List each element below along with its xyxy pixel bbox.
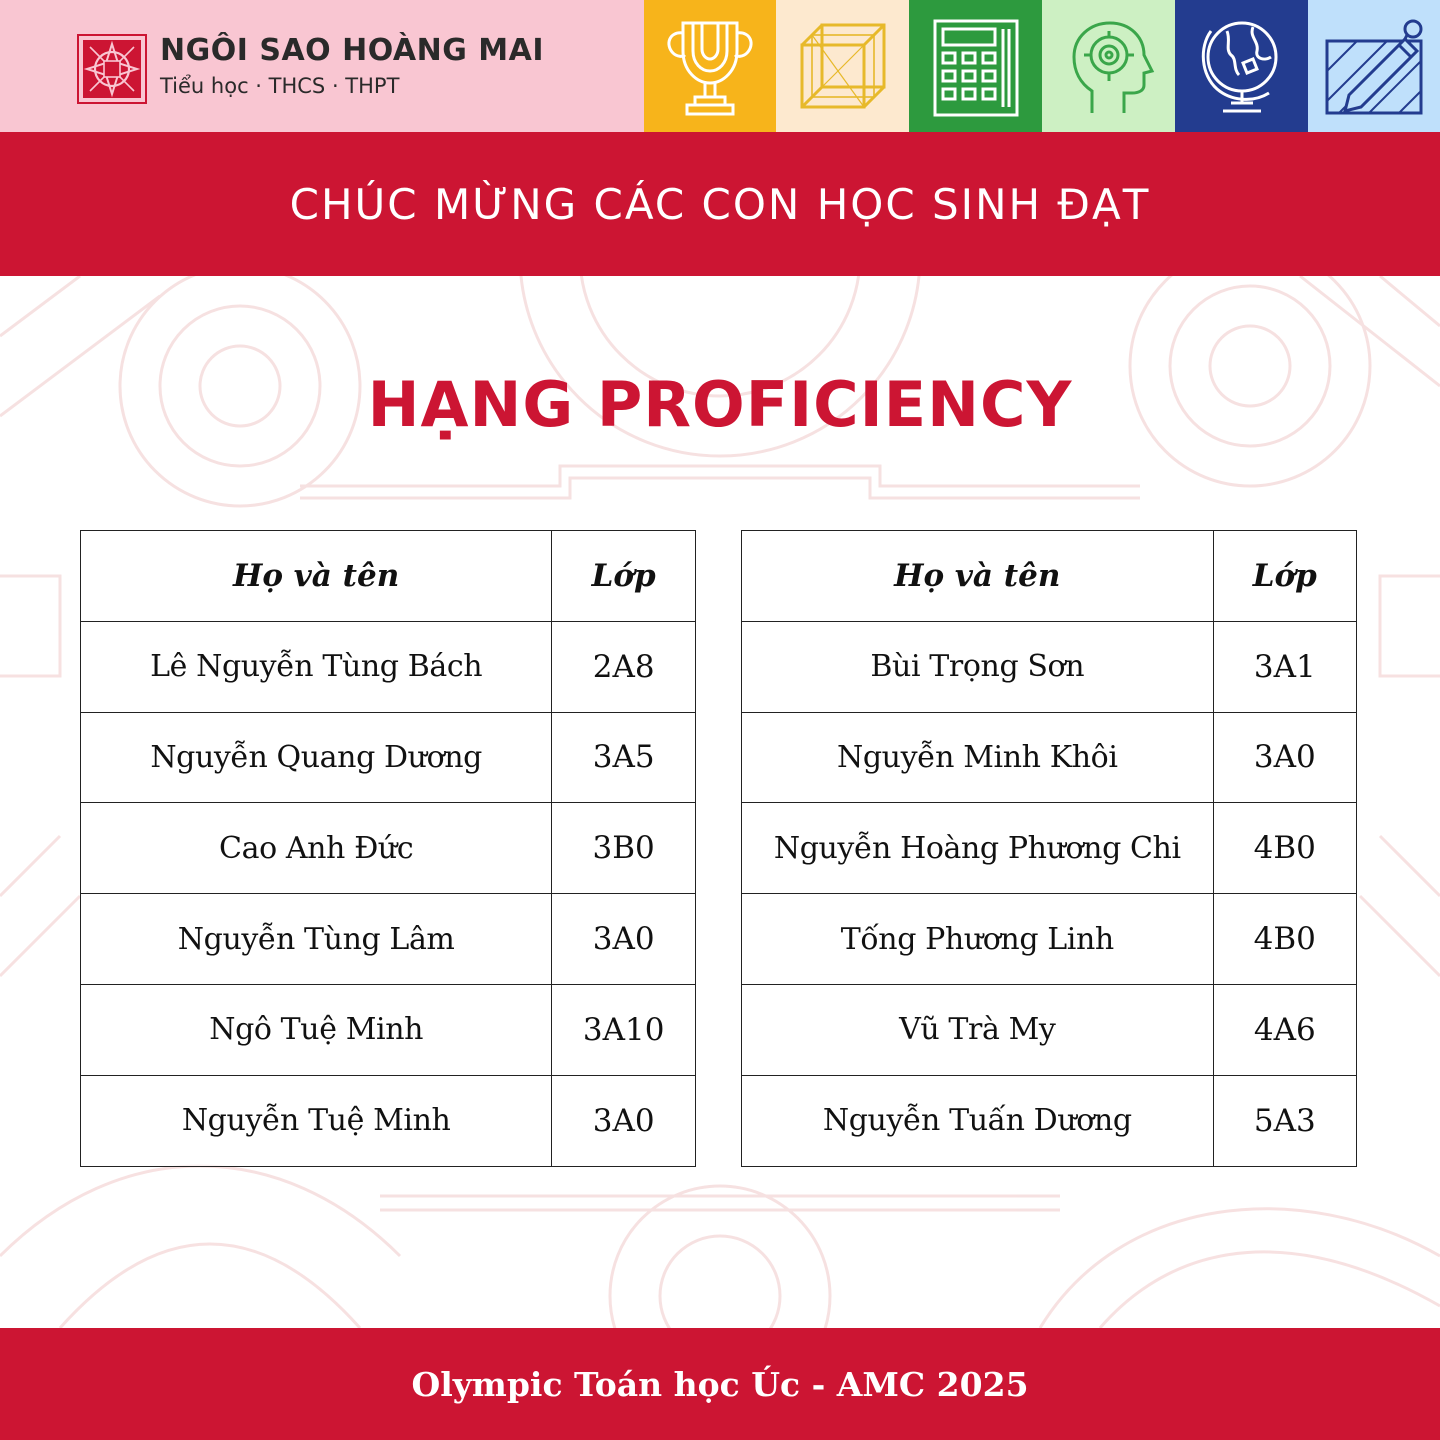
- student-name: Bùi Trọng Sơn: [742, 621, 1214, 712]
- student-class: 4A6: [1213, 984, 1356, 1075]
- column-header-class: Lớp: [552, 531, 696, 622]
- brand-subtitle: Tiểu học · THCS · THPT: [160, 74, 400, 98]
- table-row: [742, 984, 1357, 1075]
- column-header-class: Lớp: [1213, 531, 1356, 622]
- student-name: Nguyễn Tùng Lâm: [81, 894, 552, 985]
- table-row: [81, 984, 696, 1075]
- tile-trophy: [644, 0, 777, 132]
- results-table-left: [80, 530, 696, 1167]
- student-class: 5A3: [1213, 1075, 1356, 1166]
- student-name: Nguyễn Hoàng Phương Chi: [742, 803, 1214, 894]
- student-class: 3A10: [552, 984, 696, 1075]
- table-row: [81, 621, 696, 712]
- trophy-icon: [655, 11, 765, 121]
- table-row: [742, 1075, 1357, 1166]
- student-class: 2A8: [552, 621, 696, 712]
- tile-globe: [1175, 0, 1308, 132]
- page-heading: HẠNG PROFICIENCY: [367, 368, 1073, 441]
- table-header-row: [81, 531, 696, 622]
- student-class: 3A0: [1213, 712, 1356, 803]
- globe-icon: [1187, 11, 1297, 121]
- student-class: 3A1: [1213, 621, 1356, 712]
- student-name: Nguyễn Minh Khôi: [742, 712, 1214, 803]
- table-row: [742, 712, 1357, 803]
- table-row: [81, 712, 696, 803]
- student-name: Cao Anh Đức: [81, 803, 552, 894]
- banner-text: CHÚC MỪNG CÁC CON HỌC SINH ĐẠT: [289, 179, 1151, 229]
- pencil-ruler-icon: [1319, 11, 1429, 121]
- student-name: Nguyễn Tuấn Dương: [742, 1075, 1214, 1166]
- student-name: Ngô Tuệ Minh: [81, 984, 552, 1075]
- student-class: 3A5: [552, 712, 696, 803]
- student-class: 3A0: [552, 894, 696, 985]
- tile-head: [1042, 0, 1175, 132]
- cube-icon: [788, 11, 898, 121]
- student-name: Nguyễn Tuệ Minh: [81, 1075, 552, 1166]
- student-name: Nguyễn Quang Dương: [81, 712, 552, 803]
- brand-block: [0, 0, 644, 132]
- footer-banner: [0, 1328, 1440, 1440]
- table-row: [742, 803, 1357, 894]
- column-header-name: Họ và tên: [742, 531, 1214, 622]
- tile-calculator: [909, 0, 1042, 132]
- table-row: [81, 894, 696, 985]
- table-row: [742, 894, 1357, 985]
- brand-name: NGÔI SAO HOÀNG MAI: [160, 33, 545, 68]
- student-class: 3A0: [552, 1075, 696, 1166]
- table-header-row: [742, 531, 1357, 622]
- student-name: Vũ Trà My: [742, 984, 1214, 1075]
- school-logo-icon: [77, 34, 147, 104]
- table-row: [81, 1075, 696, 1166]
- congratulations-banner: [0, 132, 1440, 276]
- student-name: Lê Nguyễn Tùng Bách: [81, 621, 552, 712]
- student-class: 3B0: [552, 803, 696, 894]
- student-class: 4B0: [1213, 803, 1356, 894]
- head-brain-icon: [1054, 11, 1164, 121]
- results-table-right: [741, 530, 1357, 1167]
- student-name: Tống Phương Linh: [742, 894, 1214, 985]
- table-row: [81, 803, 696, 894]
- student-class: 4B0: [1213, 894, 1356, 985]
- footer-text: Olympic Toán học Úc - AMC 2025: [411, 1364, 1029, 1404]
- tile-cube: [776, 0, 909, 132]
- tile-pencil: [1308, 0, 1440, 132]
- calculator-icon: [921, 11, 1031, 121]
- column-header-name: Họ và tên: [81, 531, 552, 622]
- header: [0, 0, 1440, 132]
- table-row: [742, 621, 1357, 712]
